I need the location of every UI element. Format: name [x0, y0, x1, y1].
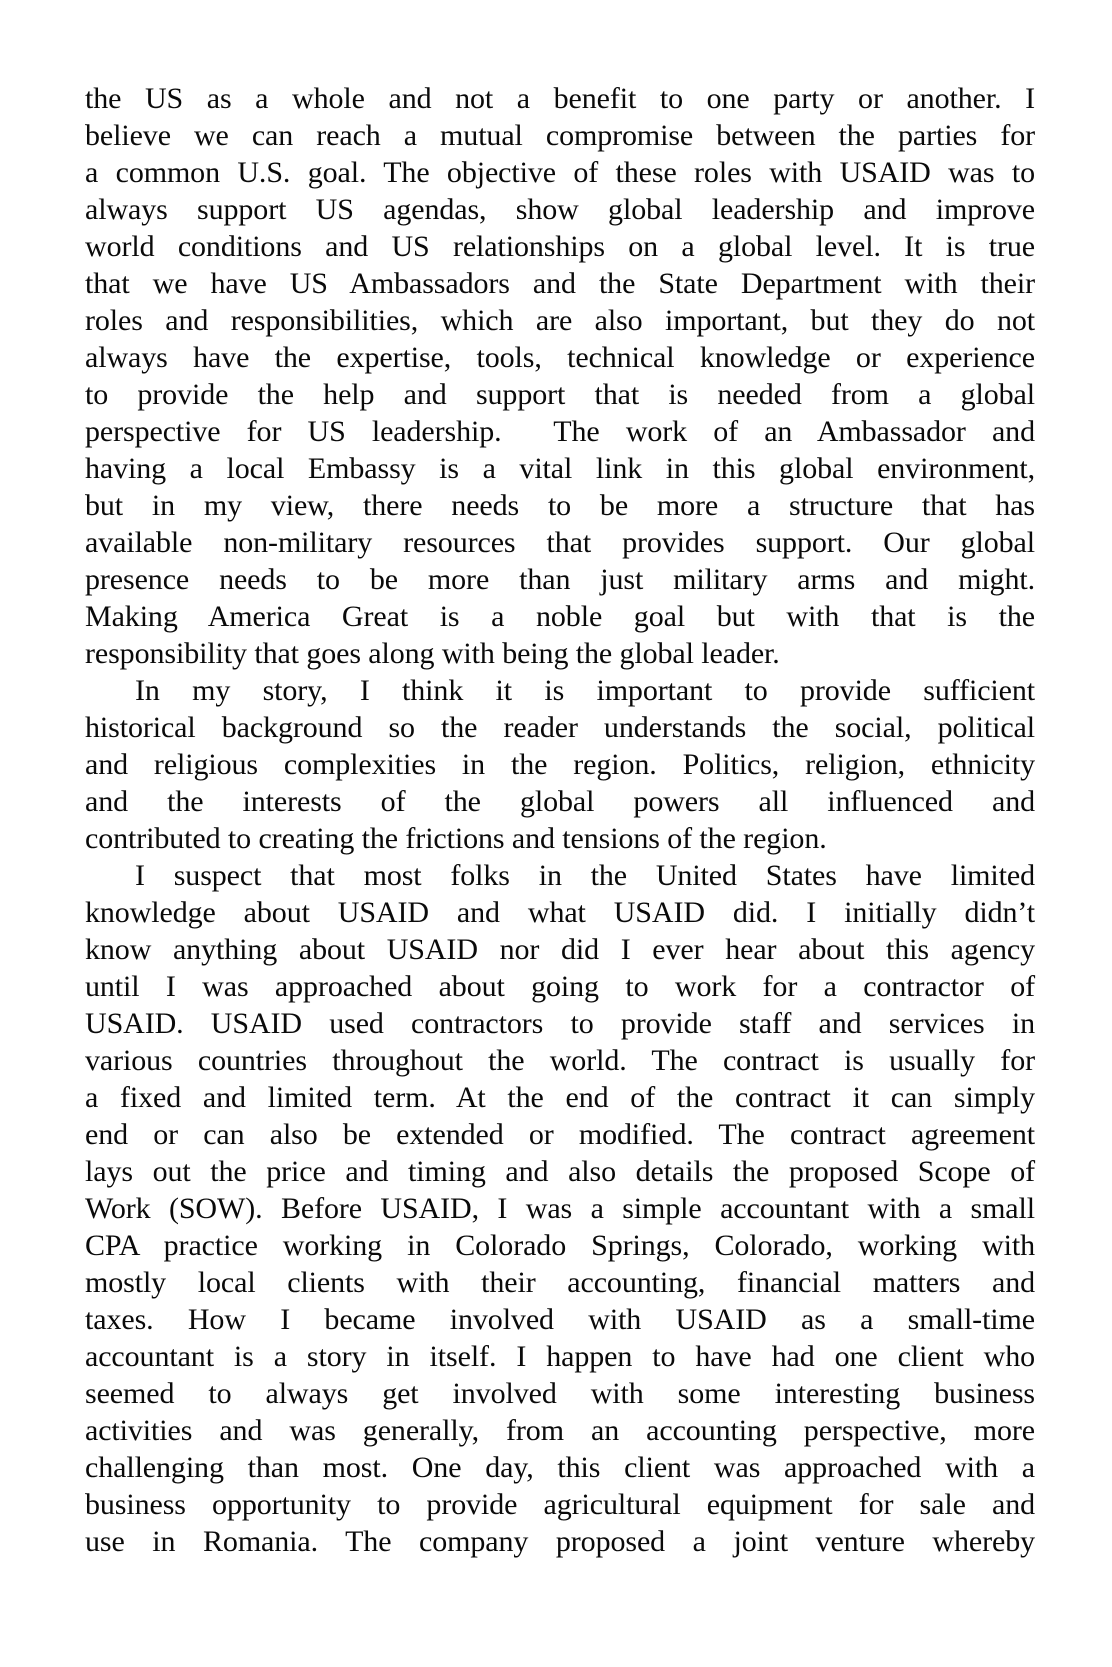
text-line: Making America Great is a noble goal but with that is the: [85, 600, 1035, 633]
text-line: always have the expertise, tools, technical knowledge or experience: [85, 341, 1035, 374]
text-line: but in my view, there needs to be more a structure that has: [85, 489, 1035, 522]
text-line: lays out the price and timing and also details the proposed Scope of: [85, 1155, 1035, 1188]
text-line: believe we can reach a mutual compromise between the parties for: [85, 119, 1035, 152]
text-line: taxes. How I became involved with USAID as a small-time: [85, 1303, 1035, 1336]
text-line: to provide the help and support that is needed from a global: [85, 378, 1035, 411]
text-line: a common U.S. goal. The objective of these roles with USAID was to: [85, 156, 1035, 189]
text-line: CPA practice working in Colorado Springs, Colorado, working with: [85, 1229, 1035, 1262]
text-line: presence needs to be more than just military arms and might.: [85, 563, 1035, 596]
paragraph: [85, 857, 1035, 1560]
text-line: roles and responsibilities, which are also important, but they do not: [85, 304, 1035, 337]
text-line: and religious complexities in the region. Politics, religion, ethnicity: [85, 748, 1035, 781]
text-line: a fixed and limited term. At the end of the contract it can simply: [85, 1081, 1035, 1114]
text-line: always support US agendas, show global leadership and improve: [85, 193, 1035, 226]
text-line: I suspect that most folks in the United States have limited: [135, 859, 1035, 892]
text-line: the US as a whole and not a benefit to one party or another. I: [85, 82, 1035, 115]
text-line: business opportunity to provide agricultural equipment for sale and: [85, 1488, 1035, 1521]
text-line: end or can also be extended or modified. The contract agreement: [85, 1118, 1035, 1151]
text-line: USAID. USAID used contractors to provide staff and services in: [85, 1007, 1035, 1040]
text-line: activities and was generally, from an accounting perspective, more: [85, 1414, 1035, 1447]
text-line: that we have US Ambassadors and the State Department with their: [85, 267, 1035, 300]
text-column: [85, 80, 1035, 1560]
text-line: use in Romania. The company proposed a joint venture whereby: [85, 1525, 1035, 1558]
text-line: having a local Embassy is a vital link in this global environment,: [85, 452, 1035, 485]
text-line: seemed to always get involved with some interesting business: [85, 1377, 1035, 1410]
text-line: perspective for US leadership. The work of an Ambassador and: [85, 415, 1035, 448]
text-line: world conditions and US relationships on a global level. It is true: [85, 230, 1035, 263]
text-line: available non-military resources that provides support. Our global: [85, 526, 1035, 559]
text-line: mostly local clients with their accounting, financial matters and: [85, 1266, 1035, 1299]
paragraph: [85, 672, 1035, 857]
text-line: contributed to creating the frictions and tensions of the region.: [85, 822, 827, 855]
text-line: Work (SOW). Before USAID, I was a simple accountant with a small: [85, 1192, 1035, 1225]
text-line: accountant is a story in itself. I happen to have had one client who: [85, 1340, 1035, 1373]
text-line: responsibility that goes along with being the global leader.: [85, 637, 780, 670]
text-line: In my story, I think it is important to provide sufficient: [135, 674, 1035, 707]
paragraph: [85, 80, 1035, 672]
text-line: know anything about USAID nor did I ever hear about this agency: [85, 933, 1035, 966]
text-line: historical background so the reader understands the social, political: [85, 711, 1035, 744]
text-line: challenging than most. One day, this client was approached with a: [85, 1451, 1035, 1484]
text-line: until I was approached about going to work for a contractor of: [85, 970, 1035, 1003]
text-line: knowledge about USAID and what USAID did. I initially didn’t: [85, 896, 1035, 929]
text-line: and the interests of the global powers all influenced and: [85, 785, 1035, 818]
text-line: various countries throughout the world. The contract is usually for: [85, 1044, 1035, 1077]
